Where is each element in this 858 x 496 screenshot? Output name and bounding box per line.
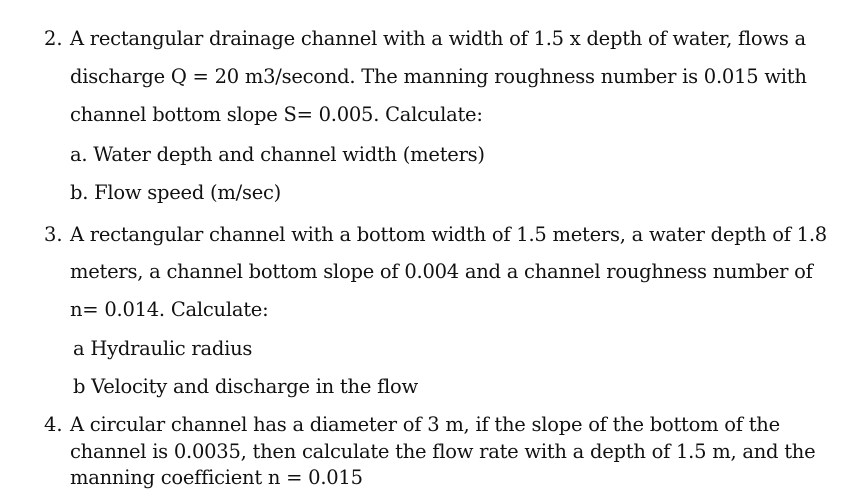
problem-number: 3. bbox=[44, 223, 63, 246]
problem-number: 4. bbox=[44, 413, 63, 436]
problem-text-line: n= 0.014. Calculate: bbox=[70, 298, 269, 321]
problem-text-line: A rectangular drainage channel with a width of 1.5 x depth of water, flows a bbox=[70, 27, 806, 50]
problem-text-line: manning coefficient n = 0.015 bbox=[70, 466, 363, 489]
problem-text-line: meters, a channel bottom slope of 0.004 and a channel roughness number of bbox=[70, 260, 813, 283]
problem-text-line: A rectangular channel with a bottom width of 1.5 meters, a water depth of 1.8 bbox=[70, 223, 827, 246]
problem-text-line: channel bottom slope S= 0.005. Calculate: bbox=[70, 103, 483, 126]
subitem-b: b Velocity and discharge in the flow bbox=[73, 375, 418, 398]
problem-number: 2. bbox=[44, 27, 63, 50]
subitem-b: b. Flow speed (m/sec) bbox=[70, 181, 282, 204]
subitem-a: a. Water depth and channel width (meters) bbox=[70, 143, 485, 166]
problem-text-line: A circular channel has a diameter of 3 m, if the slope of the bottom of the bbox=[70, 413, 780, 436]
problem-text-line: channel is 0.0035, then calculate the flow rate with a depth of 1.5 m, and the bbox=[70, 440, 816, 463]
subitem-a: a Hydraulic radius bbox=[73, 337, 253, 360]
problem-text-line: discharge Q = 20 m3/second. The manning roughness number is 0.015 with bbox=[70, 65, 807, 88]
